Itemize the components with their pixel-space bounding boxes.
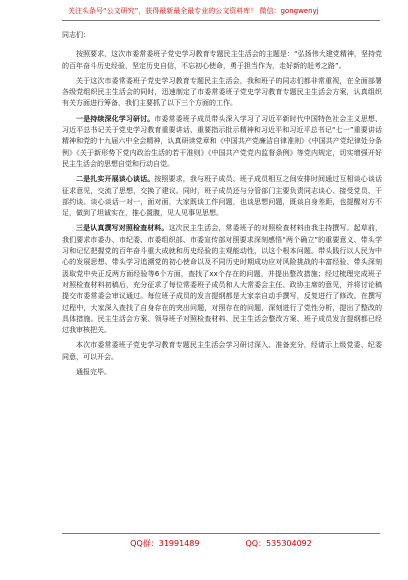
paragraph-conclusion	[62, 340, 382, 363]
salutation: 同志们：	[62, 31, 90, 39]
paragraph-heading: 三是认真撰写对照检查材料。	[76, 224, 169, 233]
paragraph-materials	[62, 223, 382, 336]
header-banner: 关注头条号“公文研究”，获得最新最全最专业的公文资料库！ 微信：gongwenyj	[68, 7, 319, 15]
footer-divider	[62, 533, 380, 534]
paragraph-topic	[62, 49, 382, 72]
paragraph-study	[62, 114, 382, 170]
paragraph-text: 按照要求，这次市委常委班子党史学习教育专题民主生活会的主题是：“弘扬伟大建党精神，坚持党的百年奋斗历史经验，坚定历史自信，不忘初心使命，勇于担当作为，走好新的赶考之路”。	[62, 50, 382, 70]
paragraph-heading: 二是扎实开展谈心谈话。	[76, 175, 155, 184]
paragraph-text: 这次民主生活会，常委班子的对照检查材料由我主持撰写。起草前，我们要求市委办、市纪委、市委组织部、市委宣传部对照要求深刻感悟“两个确立”的重要意义、带头学习和记忆把握党的百年奋斗重大成就和历史经验的主观能动性，以这个根本问题。带头践行以人民为中心的发展思想、带头学习追溯党的初心使命以及不同历史时期成功应对风险挑战的丰富经验、带头深刻汲取党中央正反两方面经验等6个方面，查找了xx个存在的问题，并提出整改措施；经过梳理完成班子对照检查材料初稿后，充分征求了每位常委班子成员和人大常委会主任、政协主席的意见，并将讨论稿提交市委常委会审议通过。每位班子成员的发言提纲都是大家亲自动手撰写，反复进行了修改。在撰写过程中，大家深入查找了自身存在的突出问题，对照存在的问题，深刻进行了党性分析，提出了整改的具体措施。民主生活会方案、领导班子对照检查材料、民主生活会整改方案、班子成员发言提纲都已经过我审核把关。	[62, 224, 383, 335]
closing-line: 通报完毕。	[76, 368, 111, 377]
paragraph-text: 按照要求，我与班子成员、班子成员相互之间安排时间通过互相谈心谈话征求意见，交流了思想，交换了建议。同时，班子成员还与分管部门主要负责同志谈心、接受党员、干部约谈。谈心谈话一对一，面对面，大家既谈工作问题，也谈思想问题，既谈自身差距，也提醒对方不足，做到了坦诚实在，推心置腹，见人见事见思想。	[62, 175, 383, 218]
document-body	[62, 30, 382, 378]
paragraph-text: 市委常委班子成员带头深入学习了习近平新时代中国特色社会主义思想、习近平总书记关于党史学习教育重要讲话、重要指示批示精神和习近平和习近平总书记“七一”重要讲话精神和党的十九届六中全会精神，认真研读党章和《中国共产党廉洁自律准则》《中国共产党纪律处分条例》《关于新形势下党内政治生活的若干准则》《中国共产党党内监督条例》等党内规定，切实增强开好民主生活会的思想自觉和行动自觉。	[62, 114, 383, 168]
paragraph-talks	[62, 174, 382, 219]
paragraph-text: 本次市委常委班子党史学习教育专题民主生活会学习研讨深入、准备充分，经请示上级党委、纪委同意，可以开会。	[62, 341, 382, 361]
paragraph-text: 关于这次市委常委班子党史学习教育专题民主生活会，我和班子的同志们都非常重视，在全面部署各级党组织民主生活会的同时，迅速制定了市委常委班子党史学习教育专题民主生活会方案，认真组织有关方面进行筹备，我们主要抓了以下三个方面的工作。	[62, 76, 382, 108]
header-divider	[62, 20, 380, 21]
paragraph-preparation	[62, 76, 382, 110]
footer-qq: QQ：535304092	[245, 539, 312, 548]
paragraph-heading: 一是持续深化学习研讨。	[76, 114, 155, 123]
footer-qq-group: QQ群：31991489	[130, 539, 200, 548]
footer	[62, 538, 380, 550]
